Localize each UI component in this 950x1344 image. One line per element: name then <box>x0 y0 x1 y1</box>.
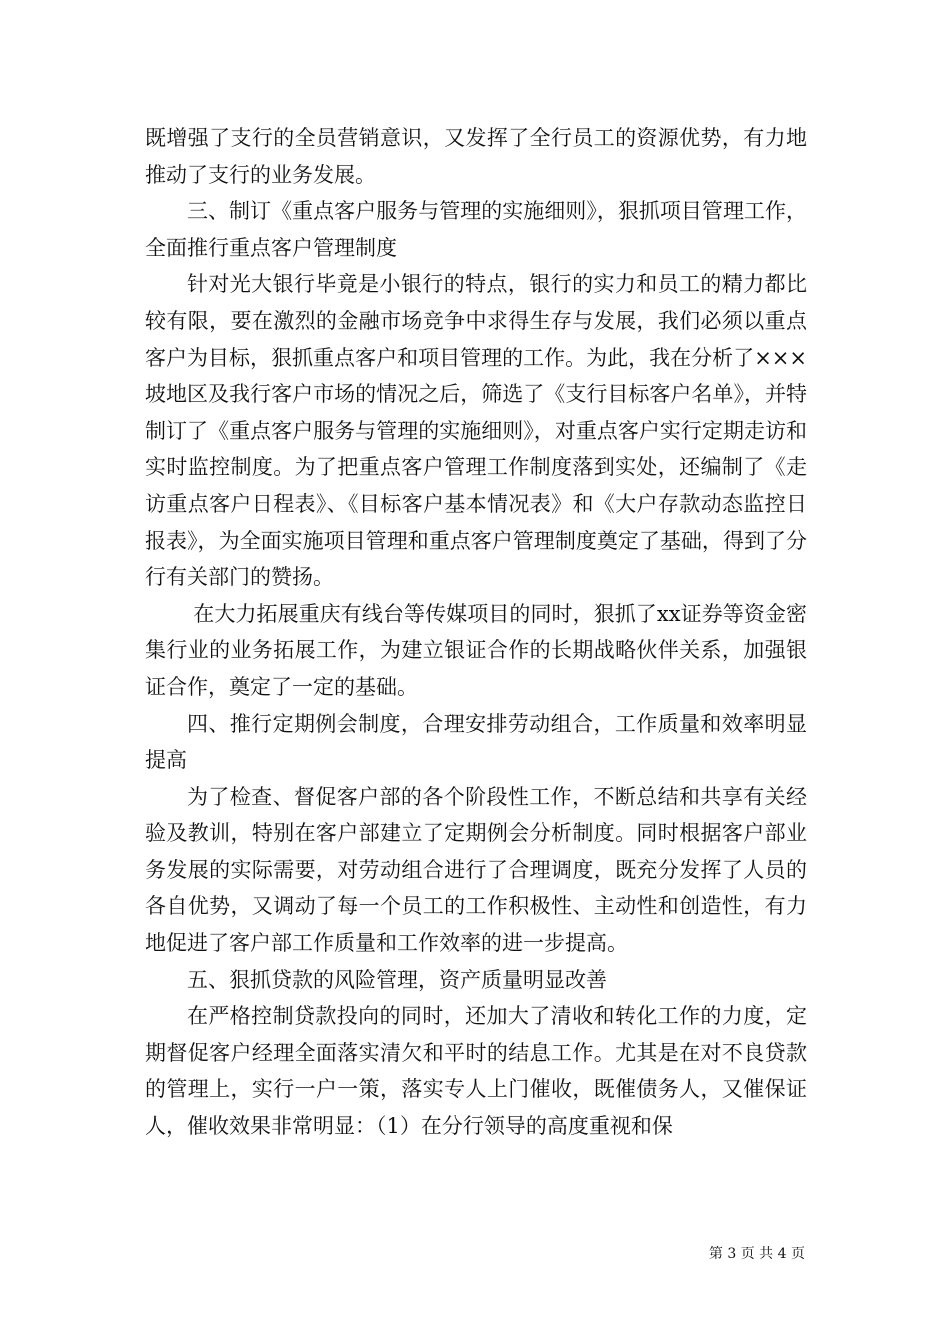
section-heading-5: 五、狠抓贷款的风险管理，资产质量明显改善 <box>187 967 607 992</box>
paragraph-media-projects: 在大力拓展重庆有线台等传媒项目的同时，狠抓了xx证券等资金密集行业的业务拓展工作，为建立银证合作的长期战略伙伴关系，加强银证合作，奠定了一定的基础。 <box>145 601 807 699</box>
paragraph-regular-meetings: 为了检查、督促客户部的各个阶段性工作，不断总结和共享有关经验及教训，特别在客户部建立了定期例会分析制度。同时根据客户部业务发展的实际需要，对劳动组合进行了合理调度，既充分发挥了人员的各自优势，又调动了每一个员工的工作积极性、主动性和创造性，有力地促进了客户部工作质量和工作效率的进一步提高。 <box>145 784 807 956</box>
document-body <box>145 120 807 1145</box>
paragraph-key-clients: 针对光大银行毕竟是小银行的特点，银行的实力和员工的精力都比较有限，要在激烈的金融市场竞争中求得生存与发展，我们必须以重点客户为目标，狠抓重点客户和项目管理的工作。为此，我在分析了×××坡地区及我行客户市场的情况之后，筛选了《支行目标客户名单》，并特制订了《重点客户服务与管理的实施细则》，对重点客户实行定期走访和实时监控制度。为了把重点客户管理工作制度落到实处，还编制了《走访重点客户日程表》、《目标客户基本情况表》和《大户存款动态监控日报表》，为全面实施项目管理和重点客户管理制度奠定了基础，得到了分行有关部门的赞扬。 <box>145 272 807 590</box>
page-number-footer: 第 3 页 共 4 页 <box>708 1246 805 1262</box>
section-heading-3: 三、制订《重点客户服务与管理的实施细则》，狠抓项目管理工作，全面推行重点客户管理制度 <box>145 199 807 260</box>
section-heading-4: 四、推行定期例会制度，合理安排劳动组合，工作质量和效率明显提高 <box>145 711 807 773</box>
paragraph-continuation: 既增强了支行的全员营销意识，又发挥了全行员工的资源优势，有力地推动了支行的业务发展。 <box>145 126 807 187</box>
paragraph-loan-risk: 在严格控制贷款投向的同时，还加大了清收和转化工作的力度，定期督促客户经理全面落实清欠和平时的结息工作。尤其是在对不良贷款的管理上，实行一户一策，落实专人上门催收，既催债务人，又催保证人，催收效果非常明显：（1）在分行领导的高度重视和保 <box>145 1004 807 1139</box>
